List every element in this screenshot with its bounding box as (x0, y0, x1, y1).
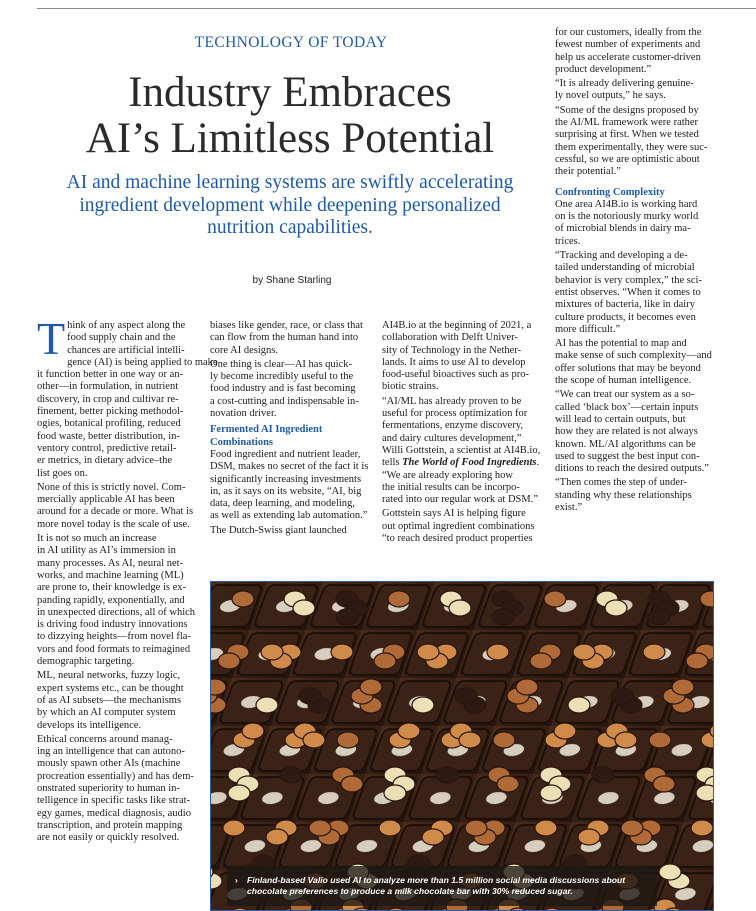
text-line: AI has the potential to map and (555, 338, 687, 350)
text-line: as well as extending lab automation.” (210, 510, 368, 522)
text-line: in, as it says on its website, “AI, big (210, 485, 362, 497)
text-line: discovery, in crop and cultivar re- (37, 393, 179, 405)
chocolate-piece (691, 820, 713, 836)
subhead-complexity: Confronting Complexity (555, 186, 665, 198)
text-line: demographic targeting. (37, 656, 135, 668)
text-line: onstrated superiority to human in- (37, 782, 180, 794)
deck-line: AI and machine learning systems are swiftly accelerating (66, 172, 514, 193)
column-text (37, 313, 218, 844)
article-column-3 (382, 320, 547, 545)
text-line: many processes. As AI, neural net- (37, 557, 184, 569)
chocolate-piece (379, 820, 401, 836)
text-line: rated into our regular work at DSM.” (382, 494, 538, 506)
text-line: standing why these relationships (555, 489, 692, 501)
text-line: their potential.” (555, 166, 621, 178)
chocolate-illustration (211, 582, 714, 911)
text-line: sity of Technology in the Nether- (382, 344, 522, 356)
text-line: make sense of such complexity—and (555, 350, 712, 362)
text-line: One area AI4B.io is working hard (555, 198, 698, 210)
text-line: hink of any aspect along the (67, 320, 186, 331)
text-line: vors and food formats to reimagined (37, 643, 191, 655)
text-line: list goes on. (37, 467, 88, 479)
text-line: it function better in one way or an- (37, 369, 184, 381)
text-line: ML, neural networks, fuzzy logic, (37, 670, 181, 682)
text-line: other—in formulation, in nutrient (37, 381, 179, 393)
text-line: are not easily or quickly resolved. (37, 832, 180, 844)
text-line: The Dutch-Swiss giant launched (210, 524, 347, 536)
chocolate-piece (223, 820, 245, 836)
headline-line: AI’s Limitless Potential (85, 115, 495, 162)
text-line: ly novel outputs,” he says. (555, 90, 666, 102)
article-column-1 (37, 313, 218, 844)
drop-cap: T (37, 313, 66, 364)
tells-prefix: tells (382, 457, 403, 469)
text-line: Gottstein says AI is helping figure (382, 508, 526, 520)
column-text (555, 199, 720, 514)
chocolate-piece (412, 697, 434, 713)
byline: by Shane Starling (252, 275, 332, 286)
text-line: the scope of human intelligence. (555, 375, 692, 387)
text-line: and dairy cultures development,” (382, 432, 522, 444)
text-line: ing an intelligence that can autono- (37, 746, 185, 758)
text-line: significantly increasing investments (210, 473, 362, 485)
text-line: around for a decade or more. What is (37, 506, 194, 518)
column-text (210, 449, 375, 537)
text-line: help us accelerate customer-driven (555, 51, 701, 63)
chocolate-piece (388, 591, 410, 607)
section-label: TECHNOLOGY OF TODAY (194, 34, 388, 51)
article-column-4 (555, 27, 720, 514)
text-line: “It is already delivering genuine- (555, 78, 694, 90)
deck-line: nutrition capabilities. (207, 217, 373, 238)
subhead-line: Fermented AI Ingredient (210, 424, 323, 436)
text-line: ditions to reach the desired outputs.” (555, 463, 709, 475)
chocolate-piece (280, 767, 302, 783)
publication-name: The World of Food Ingredients (402, 457, 537, 469)
text-line: surprising at first. When we tested (555, 129, 699, 141)
chocolate-piece (592, 767, 614, 783)
text-line: lands. It aims to use AI to develop (382, 356, 526, 368)
text-line: cessful, so we are optimistic about (555, 153, 700, 165)
text-line: Willi Gottstein, a scientist at AI4B.io, (382, 444, 541, 456)
article-column-2 (210, 320, 375, 537)
text-line: Ethical concerns around manag- (37, 733, 173, 745)
text-line: how they are related is not always (555, 426, 698, 438)
text-line: egy games, medical diagnosis, audio (37, 807, 191, 819)
headline (30, 70, 550, 162)
caption-arrow-icon: › (235, 875, 238, 885)
chocolate-piece (493, 732, 515, 748)
chocolate-piece (535, 820, 557, 836)
text-line: “Some of the designs proposed by (555, 104, 699, 116)
text-line: fewest number of experiments and (555, 39, 701, 51)
text-line: in unexpected directions, all of which (37, 606, 196, 618)
text-line: a cost-cutting and indispensable in- (210, 395, 359, 407)
text-line: by which an AI computer system (37, 707, 176, 719)
text-line: more novel today is the scale of use. (37, 518, 190, 530)
text-line: procreation essentially) and has dem- (37, 770, 194, 782)
text-line: er metrics, in dietary advice–the (37, 455, 172, 467)
text-line: food supply chain and the (67, 332, 176, 344)
text-line: fermentations, enzyme discovery, (382, 420, 524, 432)
text-line: of as AI subsets—the mechanisms (37, 694, 182, 706)
text-line: It is not so much an increase (37, 533, 157, 545)
text-line: finement, better picking methodol- (37, 406, 184, 418)
text-line: “to reach desired product properties (382, 533, 533, 545)
chocolate-piece (544, 591, 566, 607)
text-line: is driving food industry innovations (37, 619, 188, 631)
text-line: “We are already exploring how (382, 469, 513, 481)
text-line: ly become incredibly useful to the (210, 371, 354, 383)
text-line: core AI designs. (210, 344, 278, 356)
column-text (382, 320, 547, 457)
tells-line (382, 457, 547, 469)
chocolate-piece (643, 644, 665, 660)
column-text (382, 470, 547, 546)
text-line: them experimentally, they were suc- (555, 141, 708, 153)
text-line: One thing is clear—AI has quick- (210, 358, 353, 370)
text-line: behavior is very complex,” the sci- (555, 274, 702, 286)
text-line: transcription, and protein mapping (37, 819, 183, 831)
text-line: called ‘black box’—certain inputs (555, 401, 699, 413)
chocolate-piece (568, 697, 590, 713)
text-line: tailed understanding of microbial (555, 262, 695, 274)
text-line: chances are artificial intelli- (67, 344, 185, 356)
text-line: trices. (555, 235, 581, 247)
text-line: “AI/ML has already proven to be (382, 395, 522, 407)
text-line: to dizzying heights—from novel fla- (37, 631, 191, 643)
text-line: novation driver. (210, 408, 277, 420)
text-line: “Then comes the step of under- (555, 477, 687, 489)
text-line: mously spawn other AIs (machine (37, 758, 181, 770)
text-line: out optimal ingredient combinations (382, 520, 535, 532)
text-line: will lead to certain outputs, but (555, 413, 686, 425)
chocolate-piece (649, 732, 671, 748)
text-line: gence (AI) is being applied to make (67, 356, 218, 368)
text-line: biases like gender, race, or class that (210, 320, 363, 331)
chocolate-photo (210, 581, 714, 911)
text-line: for our customers, ideally from the (555, 27, 702, 38)
caption-line: Finland-based Valio used AI to analyze more than 1.5 million social media discussions about (247, 875, 626, 885)
deck (50, 172, 530, 240)
text-line: food-useful bioactives such as pro- (382, 369, 529, 381)
text-line: known. ML/AI algorithms can be (555, 438, 696, 450)
text-line: data, deep learning, and modeling, (210, 498, 355, 510)
text-line: mixtures of bacteria, like in dairy (555, 299, 695, 311)
text-line: panding rapidly, exponentially, and (37, 594, 185, 606)
deck-line: ingredient development while deepening personalized (79, 194, 501, 216)
text-line: DSM, makes no secret of the fact it is (210, 461, 369, 473)
chocolate-piece (436, 767, 458, 783)
text-line: “Tracking and developing a de- (555, 250, 688, 262)
text-line: useful for process optimization for (382, 408, 528, 420)
text-line: food industry and is fast becoming (210, 383, 356, 395)
text-line: ogies, botanical profiling, reduced (37, 418, 181, 430)
text-line: product development.” (555, 63, 652, 75)
text-line: “We can treat our system as a so- (555, 389, 695, 401)
text-line: can flow from the human hand into (210, 332, 359, 344)
text-line: food waste, better distribution, in- (37, 430, 180, 442)
text-line: on is the notoriously murky world (555, 211, 699, 223)
top-rule (37, 8, 756, 9)
text-line: offer solutions that may be beyond (555, 362, 701, 374)
text-line: are prone to, their knowledge is ex- (37, 582, 186, 594)
text-line: expert systems etc., can be thought (37, 682, 184, 694)
text-line: of microbial blends in dairy ma- (555, 223, 691, 235)
text-line: entist observes. “When it comes to (555, 286, 701, 298)
tells-suffix: . (536, 457, 540, 469)
chocolate-piece (487, 644, 509, 660)
text-line: Food ingredient and nutrient leader, (210, 448, 361, 460)
text-line: exist.” (555, 501, 583, 513)
photo-caption (227, 866, 657, 906)
text-line: mercially applicable AI has been (37, 494, 175, 506)
text-line: works, and machine learning (ML) (37, 569, 184, 581)
text-line: the AI/ML framework were rather (555, 117, 699, 129)
text-line: in AI utility as AI’s immersion in (37, 545, 176, 557)
subhead-fermented (210, 424, 375, 449)
text-line: the initial results can be incorpo- (382, 481, 520, 493)
text-line: AI4B.io at the beginning of 2021, a (382, 320, 532, 331)
text-line: culture products, it becomes even (555, 311, 696, 323)
chocolate-piece (337, 732, 359, 748)
text-line: develops its intelligence. (37, 719, 142, 731)
text-line: ventory control, predictive retail- (37, 442, 177, 454)
chocolate-piece (232, 591, 254, 607)
subhead-line: Combinations (210, 436, 274, 448)
text-line: collaboration with Delft Univer- (382, 332, 518, 344)
text-line: biotic strains. (382, 381, 439, 393)
text-line: more difficult.” (555, 323, 621, 335)
column-text (555, 27, 720, 179)
column-text (210, 320, 375, 420)
caption-line: chocolate preferences to produce a milk chocolate bar with 30% reduced sugar. (247, 886, 573, 896)
chocolate-piece (331, 644, 353, 660)
text-line: None of this is strictly novel. Com- (37, 481, 186, 493)
chocolate-piece (256, 697, 278, 713)
headline-line: Industry Embraces (128, 69, 452, 116)
text-line: used to suggest the best input con- (555, 450, 700, 462)
text-line: telligence in specific tasks like strat- (37, 795, 191, 807)
